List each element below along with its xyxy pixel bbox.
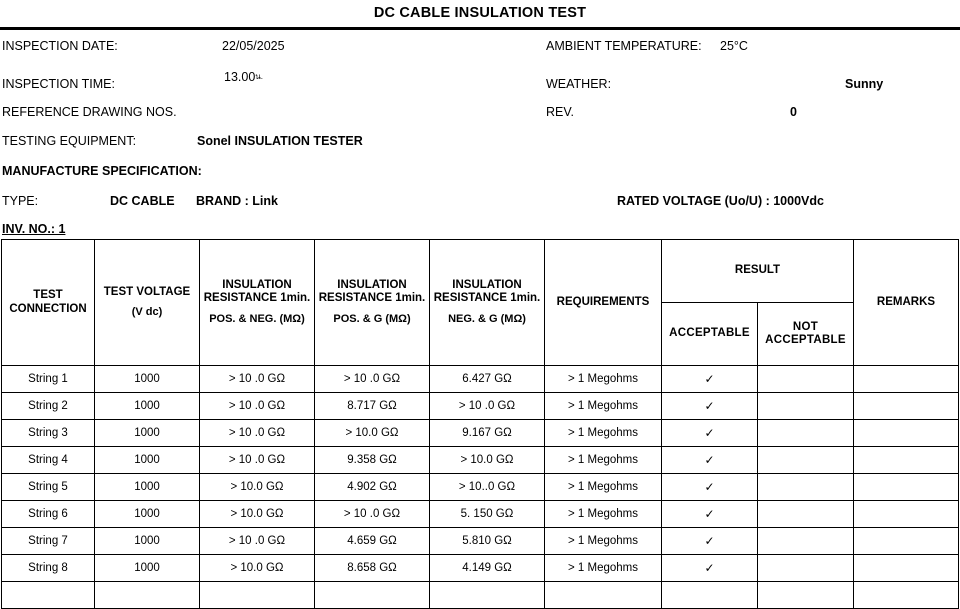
column-header-insulation-pos-g (315, 240, 430, 366)
cell-insulation-neg-g: 5. 150 GΩ (430, 501, 545, 528)
reference-drawing-label: REFERENCE DRAWING NOS. (2, 105, 177, 119)
cell-insulation-pos-neg: > 10.0 GΩ (200, 501, 315, 528)
table-row[interactable] (2, 366, 959, 393)
cell-result-not-acceptable[interactable] (758, 501, 854, 528)
column-header-test-voltage-unit: (V dc) (131, 306, 163, 318)
inspection-time-number: 13.00 (224, 70, 256, 84)
rev-label: REV. (546, 105, 575, 119)
cell-insulation-pos-g: > 10 .0 GΩ (315, 366, 430, 393)
column-header-insulation-pos-neg-unit: POS. & NEG. (MΩ) (209, 312, 305, 325)
meta-row-reference (0, 99, 960, 129)
column-header-insulation-pos-g-unit: POS. & G (MΩ) (333, 312, 411, 325)
column-header-test-connection: TEST CONNECTION (2, 240, 95, 366)
testing-equipment-label: TESTING EQUIPMENT: (2, 134, 137, 148)
cell-result-not-acceptable[interactable] (758, 474, 854, 501)
cell-requirements: > 1 Megohms (545, 474, 662, 501)
rated-voltage-value: RATED VOLTAGE (Uo/U) : 1000Vdc (617, 194, 824, 208)
cell-result-acceptable[interactable] (662, 366, 758, 393)
cell-insulation-pos-neg: > 10 .0 GΩ (200, 447, 315, 474)
column-header-insulation-pos-neg-title: INSULATION RESISTANCE 1min. (203, 278, 311, 305)
cell-test-connection: String 8 (2, 555, 95, 582)
cell-requirements: > 1 Megohms (545, 420, 662, 447)
column-header-insulation-neg-g-title: INSULATION RESISTANCE 1min. (433, 278, 541, 305)
column-header-insulation-pos-g-title: INSULATION RESISTANCE 1min. (318, 278, 426, 305)
cell-test-voltage: 1000 (95, 474, 200, 501)
cell-result-acceptable[interactable] (662, 420, 758, 447)
cell-remarks (854, 474, 959, 501)
column-header-insulation-pos-neg (200, 240, 315, 366)
cell-insulation-neg-g: 6.427 GΩ (430, 366, 545, 393)
cell-test-connection: String 1 (2, 366, 95, 393)
cell-insulation-pos-g: 9.358 GΩ (315, 447, 430, 474)
cell-result-not-acceptable[interactable] (758, 555, 854, 582)
cell-result-not-acceptable[interactable] (758, 582, 854, 609)
cell-insulation-pos-g: 8.658 GΩ (315, 555, 430, 582)
ambient-temperature-label: AMBIENT TEMPERATURE: (546, 39, 702, 53)
cell-result-acceptable[interactable] (662, 555, 758, 582)
cell-result-acceptable[interactable] (662, 528, 758, 555)
cell-result-acceptable[interactable] (662, 501, 758, 528)
cell-result-not-acceptable[interactable] (758, 528, 854, 555)
meta-row-date (0, 39, 960, 69)
column-header-test-voltage (95, 240, 200, 366)
cell-insulation-pos-g (315, 582, 430, 609)
cell-test-voltage: 1000 (95, 366, 200, 393)
check-icon: ✓ (704, 452, 715, 467)
cell-remarks (854, 366, 959, 393)
meta-row-manufacture-spec (0, 159, 960, 189)
cell-test-voltage: 1000 (95, 528, 200, 555)
table-row[interactable] (2, 420, 959, 447)
meta-row-time (0, 69, 960, 99)
table-row[interactable] (2, 474, 959, 501)
cell-insulation-pos-g: > 10 .0 GΩ (315, 501, 430, 528)
cell-requirements: > 1 Megohms (545, 447, 662, 474)
meta-row-equipment (0, 129, 960, 159)
cell-result-not-acceptable[interactable] (758, 366, 854, 393)
weather-value: Sunny (845, 77, 884, 91)
cell-insulation-pos-neg: > 10 .0 GΩ (200, 528, 315, 555)
cell-result-not-acceptable[interactable] (758, 420, 854, 447)
column-header-not-acceptable: NOT ACCEPTABLE (758, 303, 854, 366)
cell-test-voltage: 1000 (95, 393, 200, 420)
table-row[interactable] (2, 528, 959, 555)
cell-result-acceptable[interactable] (662, 582, 758, 609)
cell-test-voltage: 1000 (95, 447, 200, 474)
inspection-date-label: INSPECTION DATE: (2, 39, 118, 53)
cell-test-connection: String 3 (2, 420, 95, 447)
cell-insulation-pos-neg: > 10 .0 GΩ (200, 393, 315, 420)
column-header-remarks: REMARKS (854, 240, 959, 366)
cell-remarks (854, 555, 959, 582)
column-header-result: RESULT (662, 240, 854, 303)
cell-remarks (854, 501, 959, 528)
inspection-time-unit: น. (255, 72, 263, 81)
insulation-test-table (1, 239, 959, 609)
table-row[interactable] (2, 393, 959, 420)
metadata-header (0, 30, 960, 239)
check-icon: ✓ (704, 371, 715, 386)
inventory-number: INV. NO.: 1 (2, 222, 66, 236)
check-icon: ✓ (704, 425, 715, 440)
cell-insulation-neg-g: > 10..0 GΩ (430, 474, 545, 501)
cell-insulation-pos-g: > 10.0 GΩ (315, 420, 430, 447)
column-header-test-voltage-title: TEST VOLTAGE (103, 285, 191, 298)
table-row[interactable] (2, 447, 959, 474)
cell-remarks (854, 393, 959, 420)
cell-insulation-neg-g: 9.167 GΩ (430, 420, 545, 447)
cell-requirements (545, 582, 662, 609)
cell-insulation-neg-g: 5.810 GΩ (430, 528, 545, 555)
cell-insulation-pos-g: 8.717 GΩ (315, 393, 430, 420)
cell-result-acceptable[interactable] (662, 447, 758, 474)
inspection-date-value: 22/05/2025 (222, 39, 285, 53)
cell-result-acceptable[interactable] (662, 393, 758, 420)
cell-insulation-pos-neg: > 10 .0 GΩ (200, 420, 315, 447)
meta-row-type (0, 189, 960, 219)
cell-result-not-acceptable[interactable] (758, 393, 854, 420)
cell-insulation-pos-neg: > 10.0 GΩ (200, 474, 315, 501)
manufacture-spec-label: MANUFACTURE SPECIFICATION: (2, 164, 202, 178)
cell-remarks (854, 447, 959, 474)
column-header-acceptable: ACCEPTABLE (662, 303, 758, 366)
cell-insulation-neg-g: 4.149 GΩ (430, 555, 545, 582)
cell-insulation-neg-g: > 10 .0 GΩ (430, 393, 545, 420)
cell-requirements: > 1 Megohms (545, 366, 662, 393)
cell-test-connection: String 7 (2, 528, 95, 555)
cell-test-voltage: 1000 (95, 420, 200, 447)
table-row[interactable] (2, 582, 959, 609)
cell-test-voltage: 1000 (95, 501, 200, 528)
testing-equipment-value: Sonel INSULATION TESTER (197, 134, 363, 148)
cell-requirements: > 1 Megohms (545, 501, 662, 528)
check-icon: ✓ (704, 533, 715, 548)
cell-test-connection: String 6 (2, 501, 95, 528)
cell-result-acceptable[interactable] (662, 474, 758, 501)
cell-test-connection: String 4 (2, 447, 95, 474)
inspection-time-label: INSPECTION TIME: (2, 77, 115, 91)
cell-requirements: > 1 Megohms (545, 528, 662, 555)
cell-requirements: > 1 Megohms (545, 393, 662, 420)
cell-remarks (854, 582, 959, 609)
cell-requirements: > 1 Megohms (545, 555, 662, 582)
cell-insulation-pos-neg (200, 582, 315, 609)
cell-insulation-pos-neg: > 10.0 GΩ (200, 555, 315, 582)
column-header-insulation-neg-g-unit: NEG. & G (MΩ) (448, 312, 526, 325)
cell-test-connection: String 5 (2, 474, 95, 501)
type-label: TYPE: (2, 194, 39, 208)
table-row[interactable] (2, 555, 959, 582)
check-icon: ✓ (704, 398, 715, 413)
brand-value: BRAND : Link (196, 194, 278, 208)
cell-insulation-neg-g: > 10.0 GΩ (430, 447, 545, 474)
check-icon: ✓ (704, 506, 715, 521)
cell-test-voltage: 1000 (95, 555, 200, 582)
cell-test-voltage (95, 582, 200, 609)
cell-insulation-pos-g: 4.902 GΩ (315, 474, 430, 501)
column-header-insulation-neg-g (430, 240, 545, 366)
inspection-time-value (224, 70, 263, 84)
page-title: DC CABLE INSULATION TEST (373, 5, 587, 21)
cell-insulation-pos-g: 4.659 GΩ (315, 528, 430, 555)
cell-test-connection: String 2 (2, 393, 95, 420)
cell-remarks (854, 528, 959, 555)
cell-remarks (854, 420, 959, 447)
cell-insulation-pos-neg: > 10 .0 GΩ (200, 366, 315, 393)
check-icon: ✓ (704, 479, 715, 494)
table-row[interactable] (2, 501, 959, 528)
type-value: DC CABLE (110, 194, 175, 208)
weather-label: WEATHER: (546, 77, 612, 91)
table-header (2, 240, 959, 366)
cell-test-connection (2, 582, 95, 609)
cell-insulation-neg-g (430, 582, 545, 609)
rev-value: 0 (790, 105, 797, 119)
check-icon: ✓ (704, 560, 715, 575)
table-body (2, 366, 959, 609)
ambient-temperature-value: 25°C (720, 39, 748, 53)
meta-row-inv-no (0, 219, 960, 249)
column-header-requirements: REQUIREMENTS (545, 240, 662, 366)
cell-result-not-acceptable[interactable] (758, 447, 854, 474)
